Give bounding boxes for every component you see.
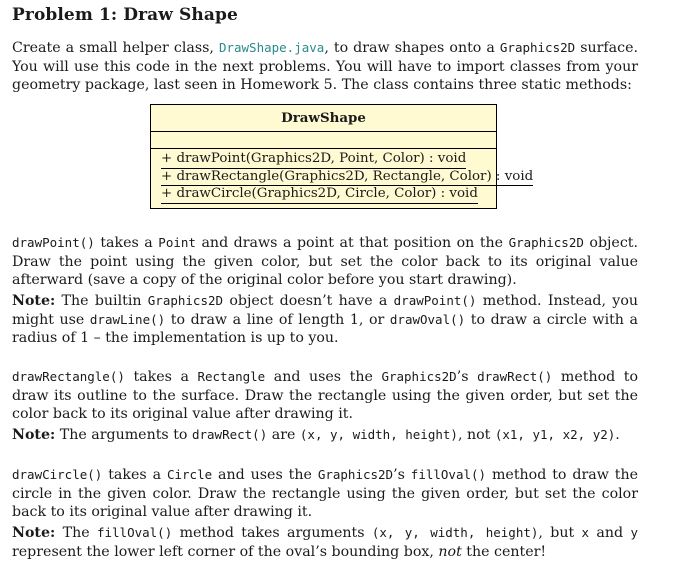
uml-class-diagram	[150, 104, 534, 209]
emphasis-not: not	[438, 543, 462, 560]
drawpoint-paragraph: drawPoint() takes a Point and draws a point at that position on the Graphics2D object. Draw the point using the given color, but set the color back to its original value afterward (save a copy of the original color before you start drawing).	[12, 235, 638, 288]
intro-paragraph: Create a small helper class, DrawShape.java, to draw shapes onto a Graphics2D surface. You will use this code in the next problems. You will have to import classes from your geometry package, last seen in Homework 5. The class contains three static methods:	[12, 40, 638, 93]
drawrectangle-paragraph: drawRectangle() takes a Rectangle and uses the Graphics2D’s drawRect() method to draw its outline to the surface. Draw the rectangle using the given order, but set the color back to its original value after drawing it.	[12, 369, 639, 422]
uml-method: + drawCircle(Graphics2D, Circle, Color) : void	[161, 186, 478, 204]
drawrectangle-note: Note: The arguments to drawRect() are (x, y, width, height), not (x1, y1, x2, y2).	[12, 427, 620, 443]
uml-class-name: DrawShape	[281, 110, 366, 126]
uml-method: + drawRectangle(Graphics2D, Rectangle, Color) : void	[161, 169, 533, 187]
problem-title: Problem 1: Draw Shape	[12, 5, 238, 25]
drawcircle-note: Note: The fillOval() method takes arguments (x, y, width, height), but x and y represent the lower left corner of the oval’s bounding box, not the center!	[12, 525, 638, 560]
uml-method-list	[161, 151, 533, 204]
note-label: Note:	[12, 525, 56, 541]
uml-divider	[151, 131, 496, 132]
uml-divider	[151, 148, 496, 149]
class-filename: DrawShape.java	[218, 40, 325, 55]
note-label: Note:	[12, 427, 56, 443]
drawpoint-note: Note: The builtin Graphics2D object doesn’t have a drawPoint() method. Instead, you might use drawLine() to draw a line of length 1, or drawOval() to draw a circle with a radius of 1 – the implementation is up to you.	[12, 293, 638, 346]
uml-method: + drawPoint(Graphics2D, Point, Color) : void	[161, 151, 466, 169]
drawcircle-paragraph: drawCircle() takes a Circle and uses the Graphics2D’s fillOval() method to draw the circle in the given color. Draw the rectangle using the given order, but set the color back to its original value after drawing it.	[12, 467, 638, 520]
note-label: Note:	[12, 293, 56, 309]
